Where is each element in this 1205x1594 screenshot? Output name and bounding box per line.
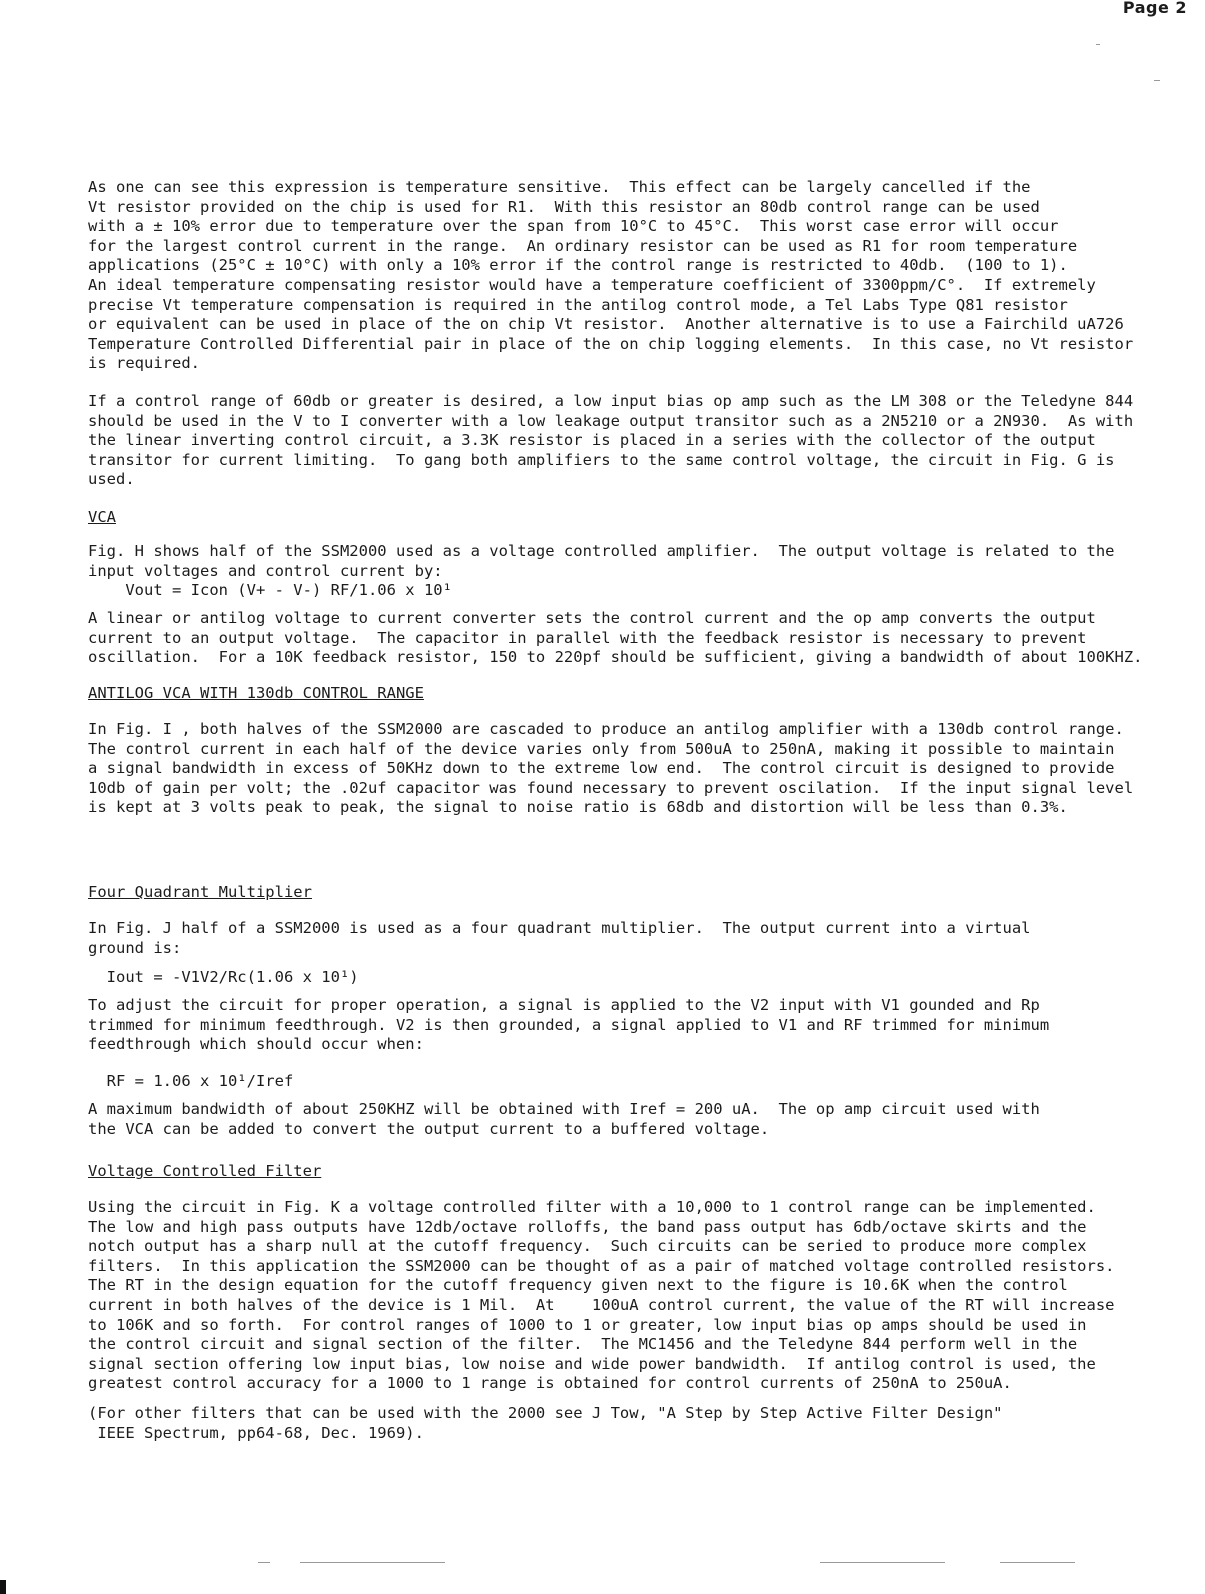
scan-corner-mark — [0, 1580, 6, 1594]
text-line: precise Vt temperature compensation is required in the antilog control mode, a Tel Labs Type Q81 resistor — [88, 295, 1068, 314]
paragraph-control-range — [88, 392, 1183, 490]
scan-mark — [820, 1562, 945, 1563]
scan-mark — [1000, 1562, 1075, 1563]
text-line: transitor for current limiting. To gang both amplifiers to the same control voltage, the circuit in Fig. G is — [88, 450, 1115, 469]
text-line: current in both halves of the device is 1 Mil. At 100uA control current, the value of the RT will increase — [88, 1295, 1115, 1314]
page-number: Page 2 — [1122, 0, 1187, 17]
vcf-body — [88, 1198, 1183, 1394]
text-line: ground is: — [88, 938, 182, 957]
text-line: Using the circuit in Fig. K a voltage controlled filter with a 10,000 to 1 control range can be implemented. — [88, 1198, 1096, 1216]
text-line: oscillation. For a 10K feedback resistor, 150 to 220pf should be sufficient, giving a bandwidth of about 100KHZ. — [88, 648, 1143, 667]
text-line: trimmed for minimum feedthrough. V2 is then grounded, a signal applied to V1 and RF trimmed for minimum — [88, 1015, 1050, 1034]
text-line: The RT in the design equation for the cutoff frequency given next to the figure is 10.6K when the control — [88, 1276, 1068, 1295]
text-line: input voltages and control current by: — [88, 561, 443, 580]
section-antilog — [88, 684, 1183, 704]
text-line: IEEE Spectrum, pp64-68, Dec. 1969). — [88, 1423, 424, 1442]
text-line: notch output has a sharp null at the cutoff frequency. Such circuits can be seried to produce more complex — [88, 1237, 1087, 1256]
text-line: An ideal temperature compensating resistor would have a temperature coefficient of 3300ppm/C°. If extremely — [88, 275, 1096, 294]
scan-mark — [1154, 80, 1160, 81]
section-heading-vcf: Voltage Controlled Filter — [88, 1162, 322, 1180]
text-line: The low and high pass outputs have 12db/octave rolloffs, the band pass output has 6db/octave skirts and the — [88, 1217, 1087, 1236]
text-line: A maximum bandwidth of about 250KHZ will be obtained with Iref = 200 uA. The op amp circuit used with — [88, 1100, 1040, 1118]
text-line: In Fig. I , both halves of the SSM2000 are cascaded to produce an antilog amplifier with a 130db control range. — [88, 720, 1124, 738]
scan-mark — [258, 1562, 270, 1563]
text-line: Fig. H shows half of the SSM2000 used as a voltage controlled amplifier. The output voltage is related to the — [88, 542, 1115, 560]
text-line: current to an output voltage. The capacitor in parallel with the feedback resistor is necessary to prevent — [88, 628, 1087, 647]
scan-mark — [1096, 44, 1100, 45]
paragraph-temperature — [88, 178, 1183, 374]
text-line: filters. In this application the SSM2000 can be thought of as a pair of matched voltage controlled resistors. — [88, 1256, 1115, 1275]
text-line: As one can see this expression is temperature sensitive. This effect can be largely cancelled if the — [88, 178, 1031, 196]
text-line: the VCA can be added to convert the output current to a buffered voltage. — [88, 1119, 770, 1138]
text-line: a signal bandwidth in excess of 50KHz down to the extreme low end. The control circuit is designed to provide — [88, 759, 1115, 778]
text-line: Temperature Controlled Differential pair in place of the on chip logging elements. In this case, no Vt resistor — [88, 334, 1134, 353]
text-line: for the largest control current in the range. An ordinary resistor can be used as R1 for room temperature — [88, 236, 1078, 255]
text-line: the linear inverting control circuit, a 3.3K resistor is placed in a series with the collector of the output — [88, 431, 1096, 450]
section-vcf — [88, 1162, 1183, 1182]
text-line: signal section offering low input bias, low noise and wide power bandwidth. If antilog control is used, the — [88, 1354, 1096, 1373]
text-line: (For other filters that can be used with the 2000 see J Tow, "A Step by Step Active Filter Design" — [88, 1404, 1003, 1422]
section-heading-fqm: Four Quadrant Multiplier — [88, 883, 312, 901]
text-line: greatest control accuracy for a 1000 to 1 range is obtained for control currents of 250nA to 250uA. — [88, 1374, 1012, 1393]
antilog-body — [88, 720, 1183, 818]
text-line: applications (25°C ± 10°C) with only a 10% error if the control range is restricted to 40db. (100 to 1). — [88, 256, 1068, 275]
fqm-formula-1 — [88, 968, 1183, 988]
text-line: to 106K and so forth. For control ranges of 1000 to 1 or greater, low input bias op amps should be used in — [88, 1315, 1087, 1334]
vca-body — [88, 542, 1183, 601]
text-line: To adjust the circuit for proper operation, a signal is applied to the V2 input with V1 gounded and Rp — [88, 996, 1040, 1014]
text-line: Vt resistor provided on the chip is used for R1. With this resistor an 80db control range can be used — [88, 197, 1040, 216]
section-heading-vca: VCA — [88, 508, 116, 526]
vca-body-2 — [88, 609, 1183, 668]
text-line: feedthrough which should occur when: — [88, 1035, 424, 1054]
text-line: is kept at 3 volts peak to peak, the signal to noise ratio is 68db and distortion will be less than 0.3%. — [88, 798, 1068, 817]
fqm-formula: Iout = -V1V2/Rc(1.06 x 10¹) — [88, 968, 359, 986]
text-line: In Fig. J half of a SSM2000 is used as a four quadrant multiplier. The output current into a virtual — [88, 919, 1031, 937]
text-line: should be used in the V to I converter with a low leakage output transitor such as a 2N5210 or a 2N930. As with — [88, 411, 1134, 430]
fqm-body-2 — [88, 996, 1183, 1055]
fqm-formula-2 — [88, 1072, 1183, 1092]
section-fqm — [88, 883, 1183, 903]
text-line: 10db of gain per volt; the .02uf capacitor was found necessary to prevent oscilation. If the input signal level — [88, 778, 1134, 797]
vcf-reference — [88, 1404, 1183, 1443]
fqm-formula: RF = 1.06 x 10¹/Iref — [88, 1072, 294, 1090]
text-line: is required. — [88, 354, 200, 373]
fqm-body — [88, 919, 1183, 958]
text-line: If a control range of 60db or greater is desired, a low input bias op amp such as the LM 308 or the Teledyne 844 — [88, 392, 1134, 410]
section-vca — [88, 508, 1183, 528]
fqm-body-3 — [88, 1100, 1183, 1139]
text-line: the control circuit and signal section of the filter. The MC1456 and the Teledyne 844 perform well in the — [88, 1335, 1078, 1354]
text-line: A linear or antilog voltage to current converter sets the control current and the op amp converts the output — [88, 609, 1096, 627]
text-line: with a ± 10% error due to temperature over the span from 10°C to 45°C. This worst case error will occur — [88, 217, 1059, 236]
text-line: used. — [88, 470, 135, 489]
text-line: The control current in each half of the device varies only from 500uA to 250nA, making it possible to maintain — [88, 739, 1115, 758]
text-line: or equivalent can be used in place of the on chip Vt resistor. Another alternative is to use a Fairchild uA726 — [88, 315, 1124, 334]
scan-mark — [300, 1562, 445, 1563]
section-heading-antilog: ANTILOG VCA WITH 130db CONTROL RANGE — [88, 684, 424, 702]
vca-formula: Vout = Icon (V+ - V-) RF/1.06 x 10¹ — [88, 581, 452, 600]
